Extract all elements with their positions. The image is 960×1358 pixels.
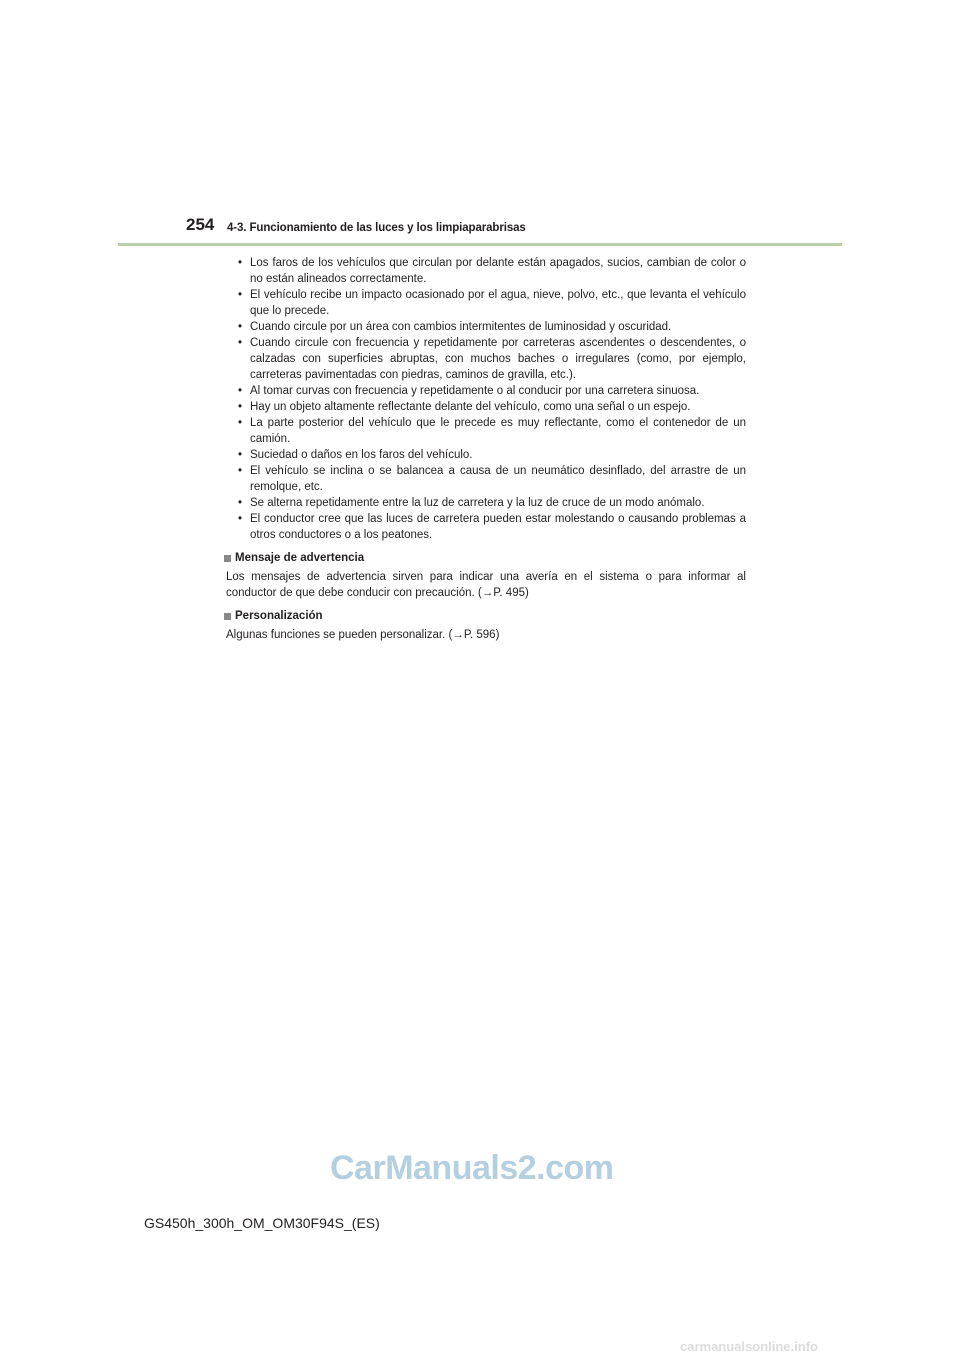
bullet-icon: • (238, 513, 243, 525)
bullet-icon: • (238, 497, 243, 509)
warning-message-body: Los mensajes de advertencia sirven para indicar una avería en el sistema o para informar al conductor de que debe conducir con precaución. (→P. 495) (226, 571, 746, 599)
list-item-text: Cuando circule con frecuencia y repetidamente por carreteras ascendentes o descendentes, o calzadas con superficies abruptas, con muchos baches o irregulares (como, por ejemplo, carreteras pavimentadas con piedras, caminos de gravilla, etc.). (250, 337, 746, 381)
page-header (186, 214, 746, 240)
warning-message-heading (224, 550, 746, 566)
list-item-text: Cuando circule por un área con cambios intermitentes de luminosidad y oscuridad. (250, 321, 672, 333)
main-content (224, 255, 746, 643)
list-item (224, 383, 746, 399)
list-item (224, 495, 746, 511)
bullet-icon: • (238, 385, 243, 397)
list-item-text: El vehículo recibe un impacto ocasionado por el agua, nieve, polvo, etc., que levanta el vehículo que lo precede. (250, 289, 746, 317)
list-item-text: El conductor cree que las luces de carretera pueden estar molestando o causando problemas a otros conductores o a los peatones. (250, 513, 746, 541)
square-bullet-icon (224, 613, 231, 620)
list-item-text: Hay un objeto altamente reflectante delante del vehículo, como una señal o un espejo. (250, 401, 691, 413)
bullet-icon: • (238, 401, 243, 413)
list-item (224, 335, 746, 383)
list-item (224, 287, 746, 319)
warning-message-title: Mensaje de advertencia (235, 552, 365, 564)
list-item (224, 415, 746, 447)
header-rule (118, 243, 842, 246)
bullet-icon: • (238, 257, 243, 269)
list-item-text: Al tomar curvas con frecuencia y repetidamente o al conducir por una carretera sinuosa. (250, 385, 700, 397)
watermark-url: carmanualsonline.info (680, 1339, 818, 1354)
customization-title: Personalización (235, 610, 323, 622)
list-item (224, 319, 746, 335)
customization-section (224, 608, 746, 643)
list-item-text: Suciedad o daños en los faros del vehículo. (250, 449, 473, 461)
bullet-icon: • (238, 417, 243, 429)
customization-body: Algunas funciones se pueden personalizar. (→P. 596) (226, 629, 500, 641)
list-item (224, 255, 746, 287)
list-item-text: Se alterna repetidamente entre la luz de carretera y la luz de cruce de un modo anómalo. (250, 497, 705, 509)
list-item (224, 463, 746, 495)
list-item (224, 399, 746, 415)
warning-message-section (224, 550, 746, 601)
list-item (224, 511, 746, 543)
list-item (224, 447, 746, 463)
list-item-text: Los faros de los vehículos que circulan por delante están apagados, sucios, cambian de color o no están alineados correctamente. (250, 257, 746, 285)
list-item-text: El vehículo se inclina o se balancea a causa de un neumático desinflado, del arrastre de un remolque, etc. (250, 465, 746, 493)
list-item-text: La parte posterior del vehículo que le precede es muy reflectante, como el contenedor de un camión. (250, 417, 746, 445)
section-title: 4-3. Funcionamiento de las luces y los limpiaparabrisas (227, 222, 526, 234)
bullet-icon: • (238, 337, 243, 349)
manual-code: GS450h_300h_OM_OM30F94S_(ES) (144, 1215, 380, 1231)
bullet-icon: • (238, 449, 243, 461)
bullet-icon: • (238, 465, 243, 477)
conditions-list (224, 255, 746, 543)
customization-heading (224, 608, 746, 624)
bullet-icon: • (238, 321, 243, 333)
bullet-icon: • (238, 289, 243, 301)
page-number: 254 (186, 215, 215, 234)
square-bullet-icon (224, 555, 231, 562)
watermark-logo: CarManuals2.com (330, 1149, 614, 1187)
